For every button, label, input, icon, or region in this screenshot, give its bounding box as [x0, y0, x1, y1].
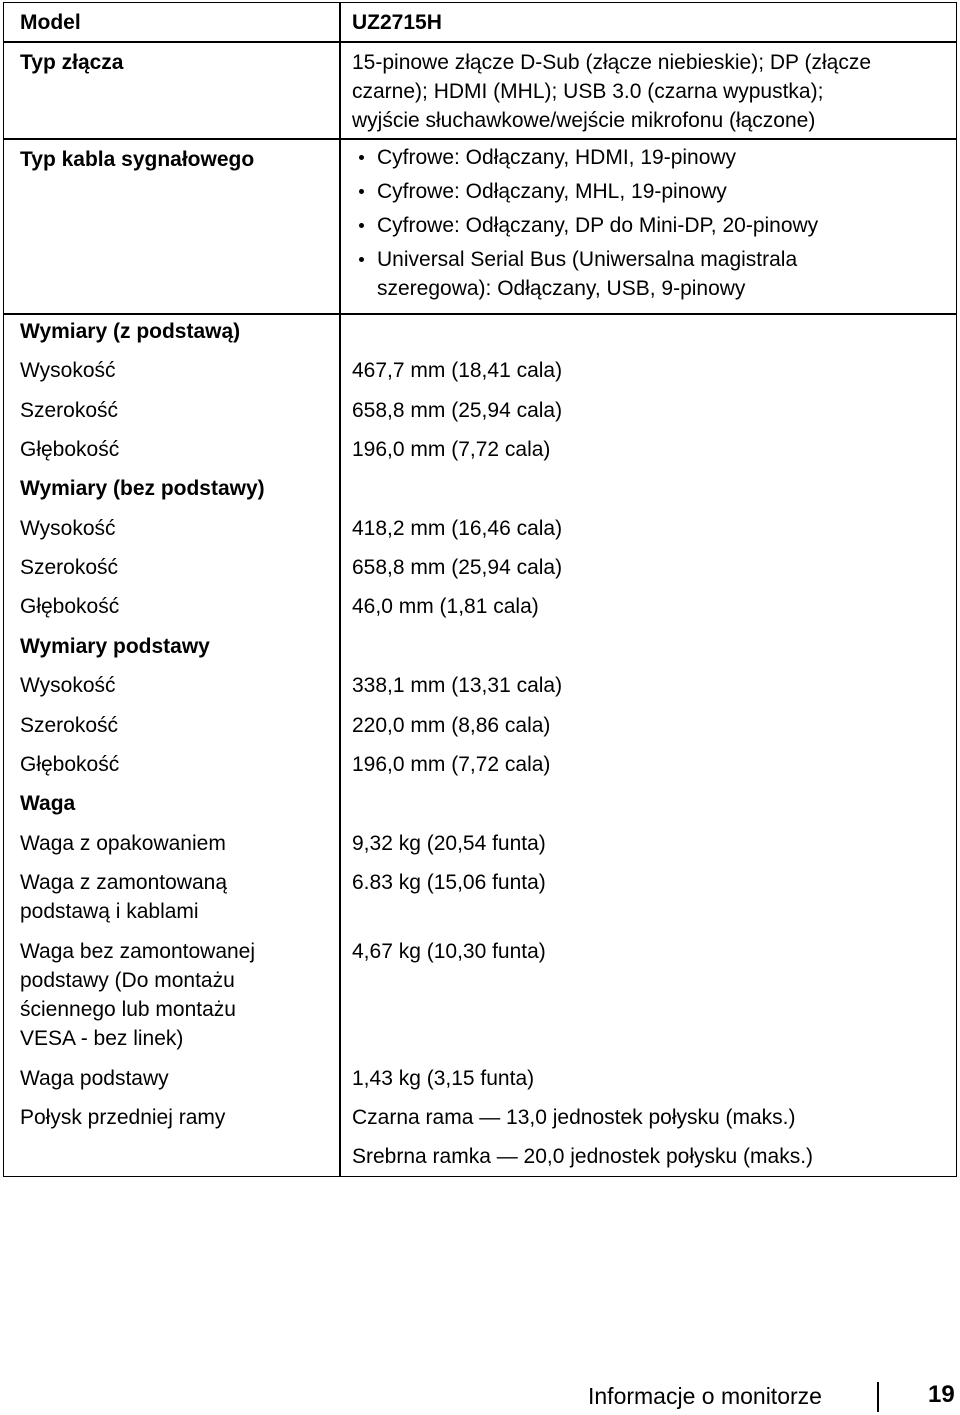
gloss-label: Połysk przedniej ramy [20, 1106, 226, 1129]
with-stand-depth-value: 196,0 mm (7,72 cala) [352, 438, 551, 461]
weight-packaged-label: Waga z opakowaniem [20, 832, 226, 855]
weight-without-stand-label: ściennego lub montażu [20, 998, 236, 1021]
connector-label: Typ złącza [20, 51, 124, 74]
with-stand-height-value: 467,7 mm (18,41 cala) [352, 359, 563, 382]
footer-divider [877, 1382, 879, 1412]
connector-value-line: wyjście słuchawkowe/wejście mikrofonu (łączone) [352, 109, 816, 132]
bullet-icon [359, 155, 364, 160]
list-item: Cyfrowe: Odłączany, MHL, 19-pinowy [349, 177, 818, 206]
weight-without-stand-label: VESA - bez linek) [20, 1027, 184, 1050]
without-stand-heading: Wymiary (bez podstawy) [20, 477, 265, 500]
weight-stand-value: 1,43 kg (3,15 funta) [352, 1067, 535, 1090]
stand-depth-value: 196,0 mm (7,72 cala) [352, 753, 551, 776]
without-stand-height-value: 418,2 mm (16,46 cala) [352, 517, 563, 540]
row-divider [4, 313, 956, 315]
weight-stand-label: Waga podstawy [20, 1067, 169, 1090]
with-stand-width-value: 658,8 mm (25,94 cala) [352, 399, 563, 422]
bullet-icon [359, 223, 364, 228]
without-stand-width-label: Szerokość [20, 556, 119, 579]
model-value: UZ2715H [352, 11, 442, 34]
connector-value-line: 15-pinowe złącze D-Sub (złącze niebieskie); DP (złącze [352, 51, 872, 74]
column-divider [339, 3, 341, 1176]
signal-cable-label: Typ kabla sygnałowego [20, 148, 255, 171]
weight-without-stand-value: 4,67 kg (10,30 funta) [352, 940, 546, 963]
weight-heading: Waga [20, 792, 76, 815]
with-stand-height-label: Wysokość [20, 359, 116, 382]
page-number: 19 [928, 1381, 955, 1408]
weight-with-stand-label: podstawą i kablami [20, 900, 199, 923]
list-item: Cyfrowe: Odłączany, DP do Mini-DP, 20-pinowy [349, 211, 818, 240]
weight-without-stand-label: podstawy (Do montażu [20, 969, 235, 992]
bullet-icon [359, 257, 364, 262]
weight-without-stand-label: Waga bez zamontowanej [20, 940, 256, 963]
without-stand-depth-value: 46,0 mm (1,81 cala) [352, 595, 539, 618]
stand-depth-label: Głębokość [20, 753, 120, 776]
connector-value-line: czarne); HDMI (MHL); USB 3.0 (czarna wypustka); [352, 80, 824, 103]
gloss-value-black: Czarna rama — 13,0 jednostek połysku (maks.) [352, 1106, 796, 1129]
stand-height-label: Wysokość [20, 674, 116, 697]
row-divider [4, 138, 956, 140]
signal-cable-list [349, 143, 818, 303]
weight-with-stand-value: 6.83 kg (15,06 funta) [352, 871, 546, 894]
bullet-icon [359, 189, 364, 194]
stand-height-value: 338,1 mm (13,31 cala) [352, 674, 563, 697]
list-item: Universal Serial Bus (Uniwersalna magistrala szeregowa): Odłączany, USB, 9-pinowy [349, 245, 818, 303]
without-stand-width-value: 658,8 mm (25,94 cala) [352, 556, 563, 579]
header-divider [4, 41, 956, 43]
with-stand-width-label: Szerokość [20, 399, 119, 422]
with-stand-heading: Wymiary (z podstawą) [20, 320, 241, 343]
without-stand-height-label: Wysokość [20, 517, 116, 540]
stand-width-label: Szerokość [20, 714, 119, 737]
list-item: Cyfrowe: Odłączany, HDMI, 19-pinowy [349, 143, 818, 172]
gloss-value-silver: Srebrna ramka — 20,0 jednostek połysku (maks.) [352, 1145, 814, 1168]
with-stand-depth-label: Głębokość [20, 438, 120, 461]
weight-packaged-value: 9,32 kg (20,54 funta) [352, 832, 546, 855]
without-stand-depth-label: Głębokość [20, 595, 120, 618]
stand-heading: Wymiary podstawy [20, 635, 210, 658]
model-label: Model [20, 11, 81, 34]
footer-section-title: Informacje o monitorze [588, 1383, 822, 1409]
weight-with-stand-label: Waga z zamontowaną [20, 871, 227, 894]
stand-width-value: 220,0 mm (8,86 cala) [352, 714, 551, 737]
